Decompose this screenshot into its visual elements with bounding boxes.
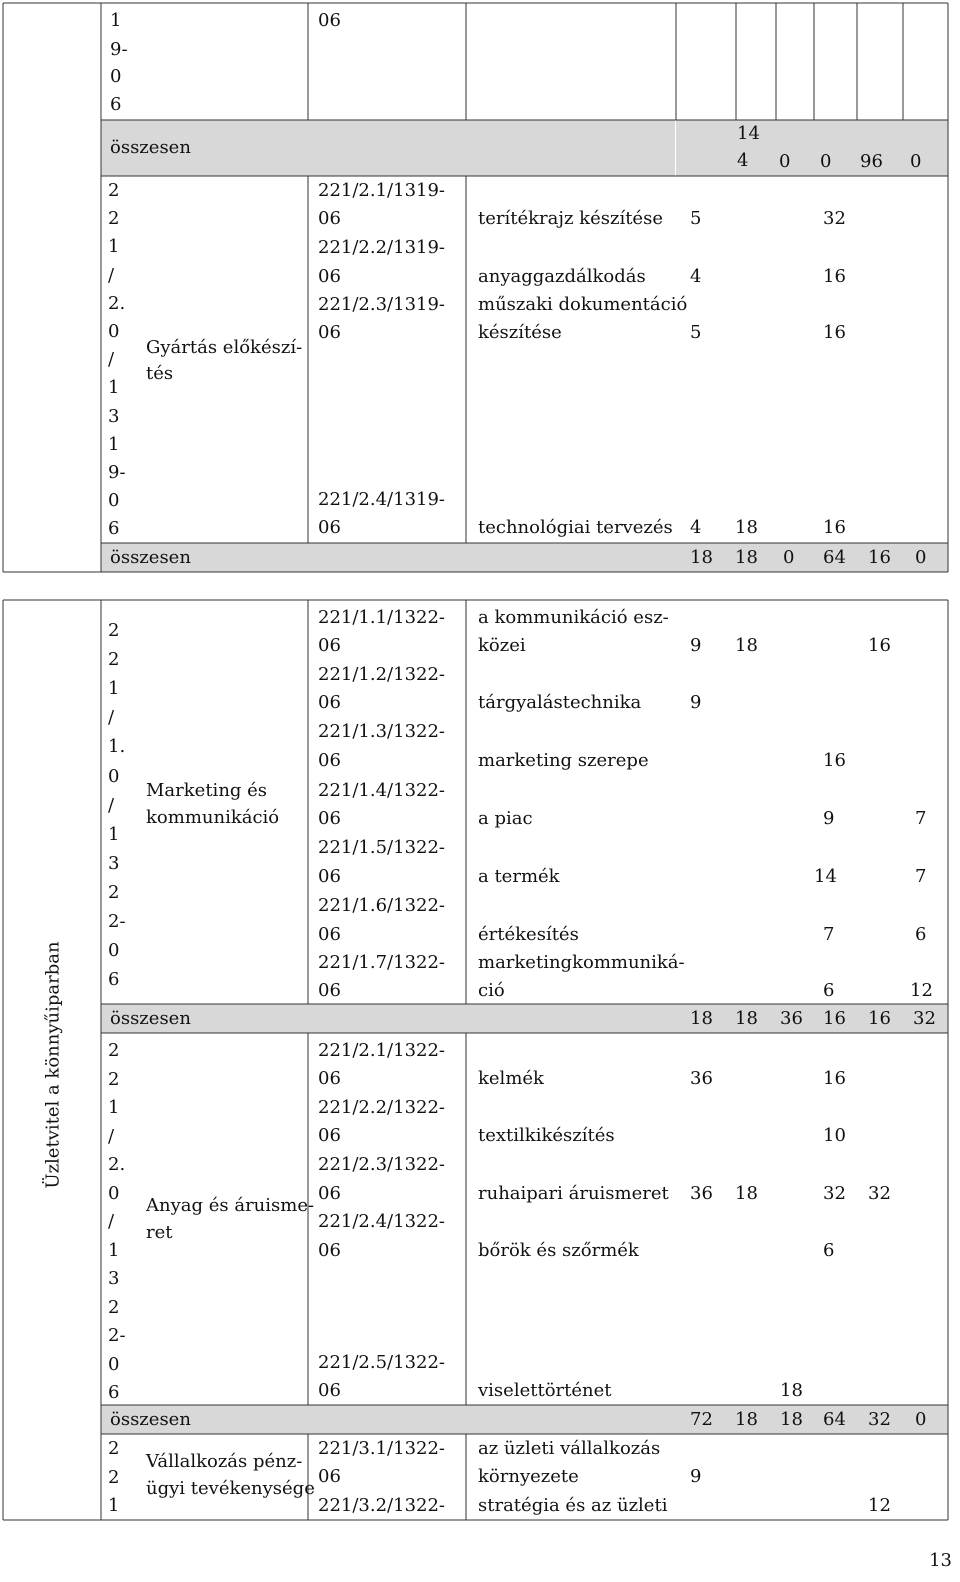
sum-value: 0 <box>915 1409 927 1430</box>
cell-value: 4 <box>690 266 702 287</box>
sum-value: 18 <box>735 1409 758 1430</box>
topic-name: a piac <box>478 808 533 829</box>
topic-code: 06 <box>318 266 341 287</box>
code-char: 1 <box>108 1495 120 1516</box>
topic-code: 221/3.2/1322- <box>318 1495 446 1516</box>
sum-value: 0 <box>910 151 922 172</box>
cell-value: 10 <box>823 1125 846 1146</box>
topic-name: viselettörténet <box>478 1380 612 1401</box>
topic-code: 06 <box>318 980 341 1001</box>
cell-value: 6 <box>823 1240 835 1261</box>
side-label: Üzletvitel a könnyűiparban <box>42 941 64 1189</box>
code-char: 9- <box>110 39 128 60</box>
cell-value: 32 <box>868 1183 891 1204</box>
topic-code: 221/1.5/1322- <box>318 837 446 858</box>
topic-name: stratégia és az üzleti <box>478 1495 668 1516</box>
sum-label: összesen <box>110 137 191 158</box>
topic-code: 06 <box>318 692 341 713</box>
summary-band <box>101 1004 948 1033</box>
cell-value: 9 <box>690 1466 702 1487</box>
topic-name: tárgyalástechnika <box>478 692 642 713</box>
topic-code: 06 <box>318 866 341 887</box>
sum-value: 18 <box>690 1008 713 1029</box>
code-char: 2 <box>108 180 120 201</box>
topic-name: a termék <box>478 866 560 887</box>
code-char: 6 <box>108 518 120 540</box>
code-char: / <box>108 1125 115 1147</box>
topic-code: 221/2.2/1319- <box>318 237 446 258</box>
module-name-line: Vállalkozás pénz- <box>146 1451 303 1472</box>
topic-name: ció <box>478 980 505 1001</box>
sum-value: 0 <box>783 547 795 568</box>
code-char: 0 <box>108 1353 120 1375</box>
sum-value: 0 <box>820 151 832 172</box>
topic-name: környezete <box>478 1466 579 1487</box>
topic-name: anyaggazdálkodás <box>478 266 646 287</box>
topic-code: 221/2.3/1319- <box>318 294 446 315</box>
code-char: 9- <box>108 462 126 483</box>
cell-value: 36 <box>690 1068 713 1089</box>
code-char: / <box>108 349 115 371</box>
cell-value: 9 <box>690 635 702 656</box>
code-char: 2- <box>108 911 126 932</box>
topic-code: 06 <box>318 635 341 656</box>
topic-code: 221/1.4/1322- <box>318 780 446 801</box>
code-char: 2 <box>108 1438 120 1459</box>
code-char: 2 <box>108 1466 120 1488</box>
code-char: / <box>108 264 115 286</box>
topic-code: 06 <box>318 1466 341 1487</box>
sum-value: 36 <box>780 1008 803 1029</box>
sum-value: 0 <box>779 151 791 172</box>
topic-name: technológiai tervezés <box>478 517 673 538</box>
cell-value: 18 <box>735 635 758 656</box>
topic-code: 221/2.4/1322- <box>318 1211 446 1232</box>
topic-name: kelmék <box>478 1068 544 1089</box>
code-char: 1 <box>108 377 120 399</box>
code-char: / <box>108 1211 115 1232</box>
cell-value: 16 <box>823 517 846 538</box>
topic-name: marketing szerepe <box>478 750 649 771</box>
code-char: 2 <box>108 620 120 641</box>
topic-name: közei <box>478 635 526 656</box>
sum-value: 96 <box>860 151 883 172</box>
topic-code: 221/2.3/1322- <box>318 1154 446 1175</box>
cell-value: 16 <box>823 322 846 343</box>
topic-code: 06 <box>318 1380 341 1401</box>
code-char: 2 <box>108 1040 120 1061</box>
module-name-line: Anyag és áruisme- <box>146 1195 315 1216</box>
module-name-line: kommunikáció <box>146 807 280 828</box>
topic-code: 221/2.5/1322- <box>318 1352 446 1373</box>
topic-code: 06 <box>318 10 341 31</box>
topic-code: 221/1.1/1322- <box>318 607 446 628</box>
sum-value: 32 <box>868 1409 891 1430</box>
code-char: 6 <box>110 94 122 115</box>
topic-code: 06 <box>318 208 341 229</box>
code-char: 3 <box>108 405 120 427</box>
topic-name: értékesítés <box>478 924 579 945</box>
topic-code: 221/1.7/1322- <box>318 952 446 973</box>
cell-value: 18 <box>735 517 758 538</box>
cell-value: 16 <box>823 750 846 771</box>
topic-name: marketingkommuniká- <box>478 952 685 973</box>
code-char: / <box>108 794 115 816</box>
code-char: 1 <box>108 1239 120 1261</box>
topic-name: bőrök és szőrmék <box>478 1240 639 1261</box>
topic-name: a kommunikáció esz- <box>478 607 669 628</box>
code-char: 1 <box>110 10 122 31</box>
sum-value: 16 <box>823 1008 846 1029</box>
cell-value: 18 <box>780 1380 803 1401</box>
cell-value: 18 <box>735 1183 758 1204</box>
module-name-line: Gyártás előkészí- <box>146 337 303 358</box>
topic-code: 06 <box>318 750 341 771</box>
topic-code: 06 <box>318 924 341 945</box>
topic-code: 06 <box>318 1183 341 1204</box>
cell-value: 9 <box>823 808 835 829</box>
code-char: 3 <box>108 1268 120 1289</box>
sum-value: 32 <box>913 1008 936 1029</box>
code-char: 0 <box>108 765 120 787</box>
code-char: 2 <box>108 208 120 230</box>
cell-value: 12 <box>868 1495 891 1516</box>
topic-code: 221/1.3/1322- <box>318 721 446 742</box>
code-char: 2. <box>108 292 126 314</box>
sum-value: 72 <box>690 1409 713 1430</box>
code-char: 1 <box>108 1097 120 1118</box>
module-name-line: tés <box>146 363 174 384</box>
sum-value: 64 <box>823 547 846 568</box>
sum-value: 18 <box>690 547 713 568</box>
topic-name: textilkikészítés <box>478 1125 615 1146</box>
code-char: 0 <box>108 321 120 342</box>
code-char: 2 <box>108 649 120 671</box>
code-char: / <box>108 707 115 729</box>
topic-name: műszaki dokumentáció <box>478 294 688 315</box>
code-char: 3 <box>108 852 120 874</box>
cell-value: 6 <box>915 924 927 945</box>
code-char: 6 <box>108 1382 120 1403</box>
summary-band <box>101 1405 948 1434</box>
sum-label: összesen <box>110 547 191 568</box>
code-char: 0 <box>108 940 120 962</box>
code-char: 2- <box>108 1325 126 1346</box>
topic-code: 06 <box>318 1068 341 1089</box>
topic-code: 221/2.1/1322- <box>318 1040 446 1061</box>
topic-code: 221/2.1/1319- <box>318 180 446 201</box>
code-char: 1 <box>108 678 120 700</box>
topic-name: készítése <box>478 322 562 343</box>
topic-name: terítékrajz készítése <box>478 208 663 229</box>
topic-code: 221/2.2/1322- <box>318 1097 446 1118</box>
code-char: 6 <box>108 969 120 991</box>
code-char: 1. <box>108 736 126 758</box>
topic-name: az üzleti vállalkozás <box>478 1438 661 1459</box>
cell-value: 32 <box>823 1183 846 1204</box>
cell-value: 36 <box>690 1183 713 1204</box>
page-number: 13 <box>929 1550 952 1571</box>
sum-value: 64 <box>823 1409 846 1430</box>
sum-value: 0 <box>915 547 927 568</box>
code-char: 1 <box>108 236 120 258</box>
cell-value: 5 <box>690 208 702 229</box>
sum-value: 18 <box>735 547 758 568</box>
topic-code: 06 <box>318 1125 341 1146</box>
sum-value: 18 <box>780 1409 803 1430</box>
code-char: 2 <box>108 881 120 903</box>
topic-code: 06 <box>318 517 341 538</box>
topic-code: 221/1.2/1322- <box>318 664 446 685</box>
cell-value: 5 <box>690 322 702 343</box>
module-name-line: Marketing és <box>146 780 268 801</box>
cell-value: 14 <box>814 866 837 887</box>
cell-value: 9 <box>690 692 702 713</box>
topic-code: 221/2.4/1319- <box>318 489 446 510</box>
cell-value: 6 <box>823 980 835 1001</box>
cell-value: 16 <box>823 266 846 287</box>
module-name-line: ret <box>146 1222 173 1243</box>
cell-value: 32 <box>823 208 846 229</box>
sum-value: 16 <box>868 1008 891 1029</box>
topic-code: 06 <box>318 1240 341 1261</box>
code-char: 0 <box>108 1182 120 1204</box>
topic-code: 221/1.6/1322- <box>318 895 446 916</box>
code-char: 1 <box>108 433 120 455</box>
cell-value: 12 <box>910 980 933 1001</box>
summary-band <box>676 120 948 176</box>
cell-value: 4 <box>690 517 702 538</box>
cell-value: 7 <box>915 808 927 829</box>
summary-band <box>101 543 948 572</box>
code-char: 1 <box>108 823 120 845</box>
sum-value: 16 <box>868 547 891 568</box>
cell-value: 7 <box>823 924 835 945</box>
cell-value: 16 <box>823 1068 846 1089</box>
topic-name: ruhaipari áruismeret <box>478 1183 669 1204</box>
cell-value: 16 <box>868 635 891 656</box>
sum-value: 18 <box>735 1008 758 1029</box>
topic-code: 221/3.1/1322- <box>318 1438 446 1459</box>
sum-label: összesen <box>110 1008 191 1029</box>
topic-code: 06 <box>318 808 341 829</box>
code-char: 2. <box>108 1154 126 1175</box>
code-char: 2 <box>108 1068 120 1090</box>
code-char: 0 <box>110 66 122 87</box>
sum-label: összesen <box>110 1409 191 1430</box>
topic-code: 06 <box>318 322 341 343</box>
module-name-line: ügyi tevékenysége <box>146 1478 315 1499</box>
cell-value: 7 <box>915 866 927 887</box>
sum-value: 14 4 <box>737 123 760 171</box>
code-char: 2 <box>108 1296 120 1318</box>
code-char: 0 <box>108 490 120 512</box>
